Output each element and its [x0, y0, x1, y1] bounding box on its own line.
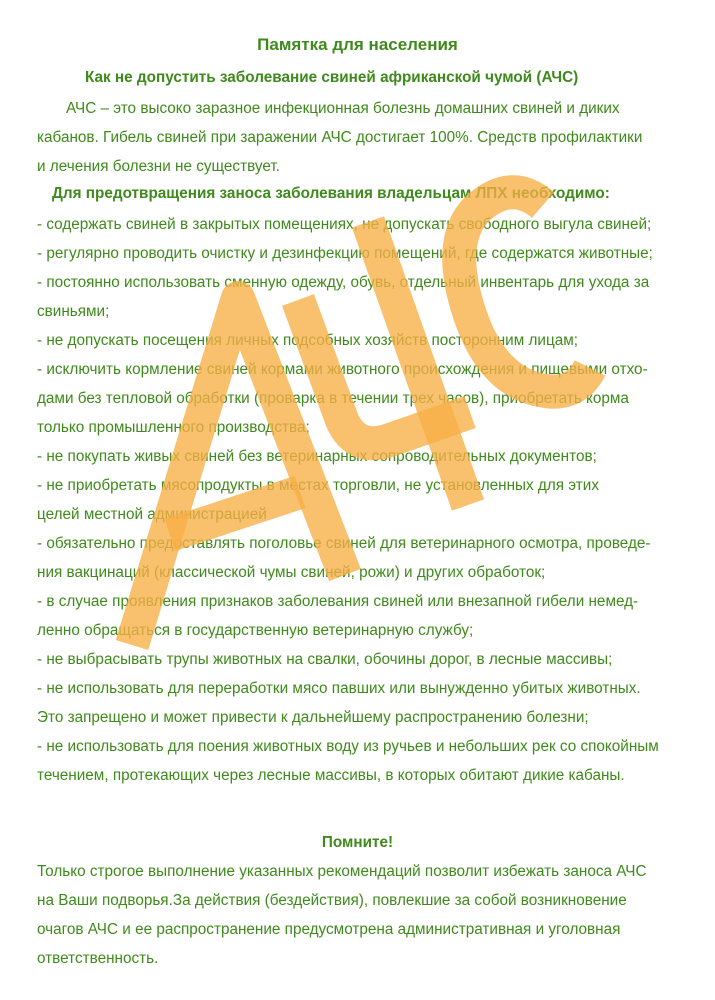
measures-line: - содержать свиней в закрытых помещениях, не допускать свободного выгула свиней;: [37, 216, 652, 233]
measures-line: - исключить кормление свиней кормами животного происхождения и пищевыми отхо-: [37, 361, 648, 378]
measures-line: - в случае проявления признаков заболевания свиней или внезапной гибели немед-: [37, 593, 639, 610]
closing-paragraph: [37, 857, 687, 973]
measures-line: ния вакцинаций (классической чумы свиней, рожи) и других обработок;: [37, 564, 546, 581]
closing-line: на Ваши подворья.За действия (бездействия), повлекшие за собой возникновение: [37, 892, 627, 909]
measures-line: - не использовать для переработки мясо павших или вынужденно убитых животных.: [37, 680, 641, 697]
measures-line: - не приобретать мясопродукты в местах торговли, не установленных для этих: [37, 477, 599, 494]
intro-line: АЧС – это высоко заразное инфекционная болезнь домашних свиней и диких: [66, 100, 620, 117]
measures-heading: Для предотвращения заноса заболевания владельцам ЛПХ необходимо:: [52, 185, 610, 202]
intro-line: и лечения болезни не существует.: [37, 158, 280, 175]
measures-line: - не выбрасывать трупы животных на свалки, обочины дорог, в лесные массивы;: [37, 651, 613, 668]
closing-line: очагов АЧС и ее распространение предусмотрена административная и уголовная: [37, 921, 621, 938]
measures-line: - не использовать для поения животных воду из ручьев и небольших рек со спокойным: [37, 738, 659, 755]
measures-line: только промышленного производства;: [37, 419, 310, 436]
measures-line: свиньями;: [37, 303, 110, 320]
measures-line: ленно обращаться в государственную ветеринарную службу;: [37, 622, 474, 639]
document-subtitle: Как не допустить заболевание свиней африканской чумой (АЧС): [85, 69, 579, 86]
intro-line: кабанов. Гибель свиней при заражении АЧС достигает 100%. Средств профилактики: [37, 129, 643, 146]
closing-line: ответственность.: [37, 950, 159, 967]
intro-paragraph: [37, 94, 687, 181]
closing-line: Только строгое выполнение указанных рекомендаций позволит избежать заноса АЧС: [37, 863, 647, 880]
document-title: Памятка для населения: [257, 35, 458, 54]
measures-line: - не допускать посещения личных подсобных хозяйств посторонним лицам;: [37, 332, 578, 349]
measures-line: Это запрещено и может привести к дальнейшему распространению болезни;: [37, 709, 589, 726]
measures-line: дами без тепловой обработки (проварка в течении трех часов), приобретать корма: [37, 390, 629, 407]
measures-line: целей местной администрацией: [37, 506, 267, 523]
measures-line: - не покупать живых свиней без ветеринарных сопроводительных документов;: [37, 448, 597, 465]
measures-line: - регулярно проводить очистку и дезинфекцию помещений, где содержатся животные;: [37, 245, 653, 262]
measures-line: - постоянно использовать сменную одежду, обувь, отдельный инвентарь для ухода за: [37, 274, 650, 291]
remember-heading: Помните!: [321, 834, 394, 851]
measures-line: течением, протекающих через лесные массивы, в которых обитают дикие кабаны.: [37, 767, 625, 784]
measures-line: - обязательно предоставлять поголовье свиней для ветеринарного осмотра, проведе-: [37, 535, 651, 552]
measures-list: [37, 210, 687, 790]
